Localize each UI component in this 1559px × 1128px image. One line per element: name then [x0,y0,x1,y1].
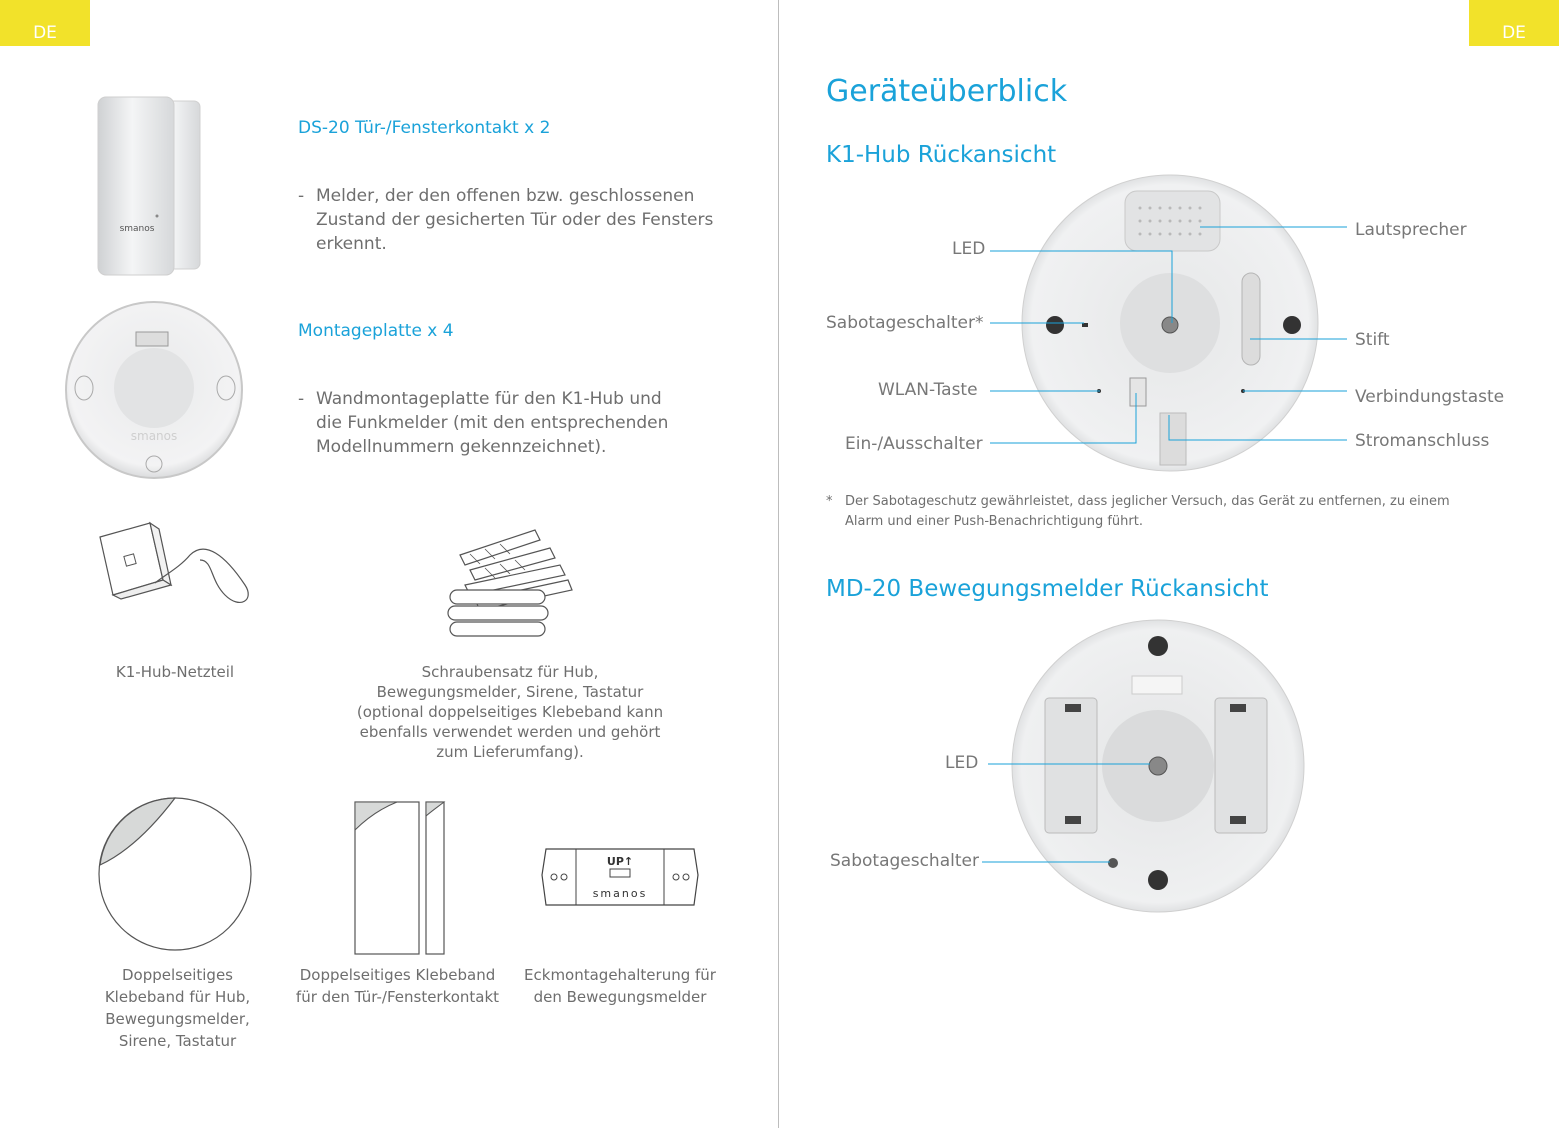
ds20-dash: - [298,186,305,206]
language-tag-left: DE [0,0,90,46]
hub-label-power-port: Stromanschluss [1355,431,1490,451]
hub-label-tamper: Sabotageschalter* [826,313,984,333]
md20-section-title: MD-20 Bewegungsmelder Rückansicht [826,576,1269,602]
hub-label-pin: Stift [1355,330,1390,350]
caption-door-tape: Doppelseitiges Klebeband für den Tür-/Fensterkontakt [295,966,500,1006]
caption-power-adapter: K1-Hub-Netzteil [115,663,235,681]
footnote-text: Der Sabotageschutz gewährleistet, dass jeglicher Versuch, das Gerät zu entfernen, zu einem Alarm und einer Push-Benachrichtigung führt. [845,494,1450,529]
hub-section-title: K1-Hub Rückansicht [826,142,1057,168]
hub-label-connect: Verbindungstaste [1355,387,1505,407]
caption-corner-mount: Eckmontagehalterung für den Bewegungsmelder [524,966,716,1006]
ds20-title: DS-20 Tür-/Fensterkontakt x 2 [298,118,551,138]
hub-label-speaker: Lautsprecher [1355,220,1467,240]
md20-label-led: LED [945,753,979,773]
corner-mount-brand: smanos [592,887,648,900]
hub-label-power-switch: Ein-/Ausschalter [845,434,983,454]
corner-mount-up-mark: UP↑ [606,855,634,868]
caption-screw-set: Schraubensatz für Hub, Bewegungsmelder, Sirene, Tastatur (optional doppelseitiges Klebeband kann ebenfalls verwendet werden und gehört zum Lieferumfang). [356,663,664,761]
md20-label-tamper: Sabotageschalter [830,851,979,871]
language-tag-right: DE [1469,0,1559,46]
ds20-description: Melder, der den offenen bzw. geschlossenen Zustand der gesicherten Tür oder des Fensters erkennt. [316,186,714,254]
footnote-star: * [826,494,833,509]
door-contact-brand: smanos [119,224,155,234]
page-title: Geräteüberblick [826,74,1068,109]
hub-label-led: LED [952,239,986,259]
mount-plate-description: Wandmontageplatte für den K1-Hub und die Funkmelder (mit den entsprechenden Modellnummern gekennzeichnet). [316,389,669,457]
svg-text:smanos: smanos [130,429,178,443]
hub-label-wlan: WLAN-Taste [878,380,978,400]
mount-dash: - [298,389,305,409]
mount-plate-title: Montageplatte x 4 [298,321,454,341]
caption-round-tape: Doppelseitiges Klebeband für Hub, Bewegungsmelder, Sirene, Tastatur [104,966,251,1050]
